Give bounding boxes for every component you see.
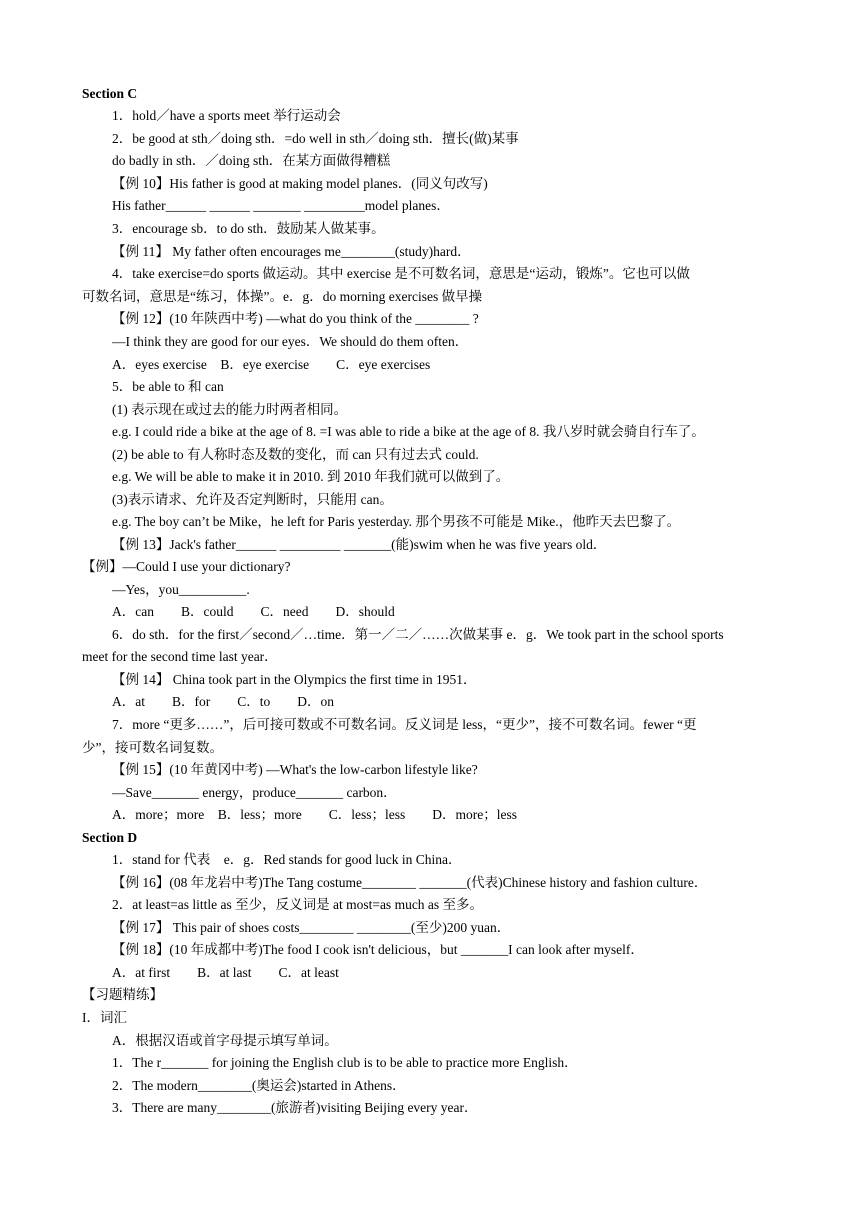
text-line: A．more；more B．less；more C．less；less D．more；less [112,807,517,822]
text-line: (1) 表示现在或过去的能力时两者相同。 [112,402,348,417]
text-line: (3)表示请求、允许及否定判断时，只能用 can。 [112,492,393,507]
text-line: 【例】—Could I use your dictionary? [82,559,291,574]
text-line: A．can B．could C．need D．should [112,604,395,619]
text-line: 【例 16】(08 年龙岩中考)The Tang costume________ _______(代表)Chinese history and fashion culture． [112,875,708,890]
text-line: 1．The r_______ for joining the English club is to be able to practice more English． [112,1055,578,1070]
text-line: e.g. I could ride a bike at the age of 8. =I was able to ride a bike at the age of 8. 我八岁时就会骑自行车了。 [112,424,705,439]
text-line: 【例 12】(10 年陕西中考) —what do you think of the ________ ? [112,311,479,326]
text-line: A．根据汉语或首字母提示填写单词。 [112,1033,338,1048]
text-line: 5．be able to 和 can [112,379,224,394]
text-line: His father______ ______ _______ _________model planes． [112,198,450,213]
text-line: 【例 11】 My father often encourages me________(study)hard． [112,244,471,259]
text-line: 4．take exercise=do sports 做运动。其中 exercise 是不可数名词，意思是“运动，锻炼”。它也可以做 [112,266,690,281]
text-line: I．词汇 [82,1010,127,1025]
text-line: 3．There are many________(旅游者)visiting Beijing every year． [112,1100,478,1115]
text-line: 3．encourage sb．to do sth．鼓励某人做某事。 [112,221,385,236]
section-c-heading: Section C [82,86,138,101]
text-line: A．eyes exercise B．eye exercise C．eye exercises [112,357,431,372]
text-line: 【例 13】Jack's father______ _________ _______(能)swim when he was five years old． [112,537,607,552]
text-line: 【例 14】 China took part in the Olympics the first time in 1951． [112,672,477,687]
text-line: 【例 15】(10 年黄冈中考) —What's the low-carbon lifestyle like? [112,762,478,777]
text-line: A．at first B．at last C．at least [112,965,339,980]
text-line: 1．hold／have a sports meet 举行运动会 [112,108,341,123]
exercise-heading: 【习题精练】 [82,987,163,1002]
text-line: 【例 10】His father is good at making model planes．(同义句改写) [112,176,488,191]
text-line: e.g. The boy can’t be Mike，he left for Paris yesterday. 那个男孩不可能是 Mike.，他昨天去巴黎了。 [112,514,681,529]
text-line: 【例 17】 This pair of shoes costs________ ________(至少)200 yuan． [112,920,511,935]
text-line: 6．do sth．for the first／second／…time．第一／二／……次做某事 e．g．We took part in the school sports [112,627,724,642]
text-line: —Yes，you__________. [112,582,250,597]
text-line: 2．be good at sth／doing sth．=do well in sth／doing sth．擅长(做)某事 [112,131,519,146]
text-line: (2) be able to 有人称时态及数的变化，而 can 只有过去式 could. [112,447,479,462]
text-line: 【例 18】(10 年成都中考)The food I cook isn't delicious，but _______I can look after myself． [112,942,644,957]
text-line: 可数名词，意思是“练习，体操”。e．g．do morning exercises 做早操 [82,289,483,304]
text-line: —Save_______ energy，produce_______ carbon． [112,785,397,800]
text-line: 2．at least=as little as 至少，反义词是 at most=as much as 至多。 [112,897,484,912]
text-line: 7．more “更多……”，后可接可数或不可数名词。反义词是 less，“更少”，接不可数名词。fewer “更 [112,717,697,732]
text-line: e.g. We will be able to make it in 2010. 到 2010 年我们就可以做到了。 [112,469,510,484]
text-line: A．at B．for C．to D．on [112,694,334,709]
text-line: do badly in sth．／doing sth．在某方面做得糟糕 [112,153,391,168]
section-d-heading: Section D [82,830,138,845]
text-line: meet for the second time last year． [82,649,278,664]
text-line: 少”，接可数名词复数。 [82,740,223,755]
text-line: 2．The modern________(奥运会)started in Athens． [112,1078,406,1093]
text-line: 1．stand for 代表 e．g．Red stands for good luck in China． [112,852,462,867]
text-line: —I think they are good for our eyes．We should do them often． [112,334,469,349]
